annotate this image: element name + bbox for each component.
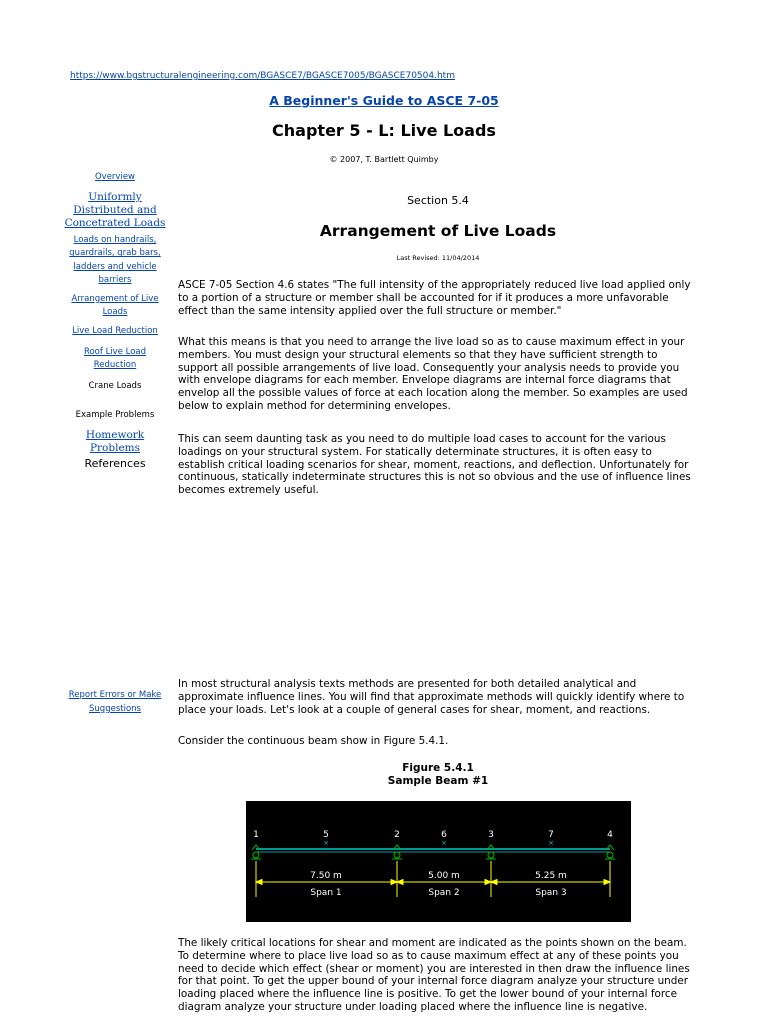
sidebar-item-references: References (84, 457, 146, 471)
span-2-length: 5.00 m (428, 871, 460, 881)
copyright: © 2007, T. Bartlett Quimby (329, 155, 439, 164)
node-label-1: 1 (253, 830, 259, 840)
node-marker-7: × (548, 839, 554, 847)
sidebar-item-uniform-loads[interactable]: Uniformly Distributed and Concetrated Loads (64, 191, 166, 230)
sidebar-item-crane-loads: Crane Loads (88, 381, 142, 392)
sidebar-item-overview[interactable]: Overview (94, 172, 136, 182)
paragraph-consider-beam: Consider the continuous beam show in Figure 5.4.1. (178, 735, 449, 747)
sidebar-item-roof-reduction[interactable]: Roof Live Load Reduction (83, 346, 147, 370)
page-url-link[interactable]: https://www.bgstructuralengineering.com/BGASCE7/BGASCE7005/BGASCE70504.htm (70, 71, 455, 81)
node-label-2: 2 (394, 830, 400, 840)
chapter-title: Chapter 5 - L: Live Loads (272, 121, 496, 140)
node-marker-5: × (323, 839, 329, 847)
sidebar-nav (64, 171, 166, 480)
report-errors-link[interactable]: Report Errors or Make Suggestions (68, 690, 162, 714)
span-2-name: Span 2 (428, 888, 460, 898)
sidebar-item-example-problems[interactable]: Example Problems (75, 410, 155, 421)
node-label-3: 3 (488, 830, 494, 840)
figure-number: Figure 5.4.1 (402, 762, 474, 774)
span-1-name: Span 1 (310, 888, 342, 898)
sidebar-item-handrail-loads[interactable]: Loads on handrails, guardrails, grab bars, ladders and vehicle barriers (69, 235, 161, 285)
span-1-length: 7.50 m (310, 871, 342, 881)
node-marker-6: × (441, 839, 447, 847)
node-label-5: 5 (323, 830, 329, 840)
node-label-6: 6 (441, 830, 447, 840)
beam-diagram (246, 801, 631, 922)
paragraph-asce-quote: ASCE 7-05 Section 4.6 states "The full intensity of the appropriately reduced live load applied only to a portion of a structure or member shall be accounted for if it produces a more unfavorable effect than the same intensity applied over the full structure or member." (178, 279, 691, 317)
node-label-4: 4 (607, 830, 613, 840)
node-label-7: 7 (548, 830, 554, 840)
paragraph-influence-lines: In most structural analysis texts methods are presented for both detailed analytical and approximate influence lines. You will find that approximate methods will quickly identify where to place your loads. Let's look at a couple of general cases for shear, moment, and reactions. (178, 678, 685, 716)
paragraph-critical-locations: The likely critical locations for shear and moment are indicated as the points shown on the beam. To determine where to place live load so as to cause maximum effect at any of these points you need to decide which effect (shear or moment) you are interested in then draw the influence lines for that point. To get the upper bound of your internal force diagram analyze your structure under loading placed where the influence line is positive. To get the lower bound of your internal force diagram analyze your structure under loading placed where the influence line is negative. (178, 937, 690, 1013)
figure-caption: Sample Beam #1 (387, 775, 489, 787)
last-revised: Last Revised: 11/04/2014 (396, 254, 480, 262)
page-heading: Arrangement of Live Loads (319, 222, 557, 240)
span-3-length: 5.25 m (535, 871, 567, 881)
sidebar-item-homework[interactable]: Homework Problems (85, 429, 145, 455)
beam-figure (246, 801, 631, 922)
paragraph-load-cases: This can seem daunting task as you need to do multiple load cases to account for the various loadings on your structural system. For statically determinate structures, it is often easy to establish critical loading scenarios for shear, moment, reactions, and deflection. Unfortunately for continuous, statically indeterminate structures this is not so obvious and the use of influence lines becomes extremely useful. (178, 433, 691, 497)
guide-title-link[interactable]: A Beginner's Guide to ASCE 7-05 (269, 93, 499, 108)
span-3-name: Span 3 (535, 888, 567, 898)
paragraph-arrangement: What this means is that you need to arrange the live load so as to cause maximum effect in your members. You must design your structural elements so that they have sufficient strength to support all possible arrangements of live load. Consequently your analysis needs to provide you with envelope diagrams for each member. Envelope diagrams are internal force diagrams that envelop all the possible values of force at each location along the member. So examples are used below to explain method for determining envelopes. (178, 336, 688, 412)
sidebar-item-arrangement[interactable]: Arrangement of Live Loads (71, 294, 159, 318)
sidebar-item-live-load-reduction[interactable]: Live Load Reduction (72, 326, 158, 337)
section-label: Section 5.4 (407, 194, 469, 207)
figure-title (178, 762, 698, 788)
